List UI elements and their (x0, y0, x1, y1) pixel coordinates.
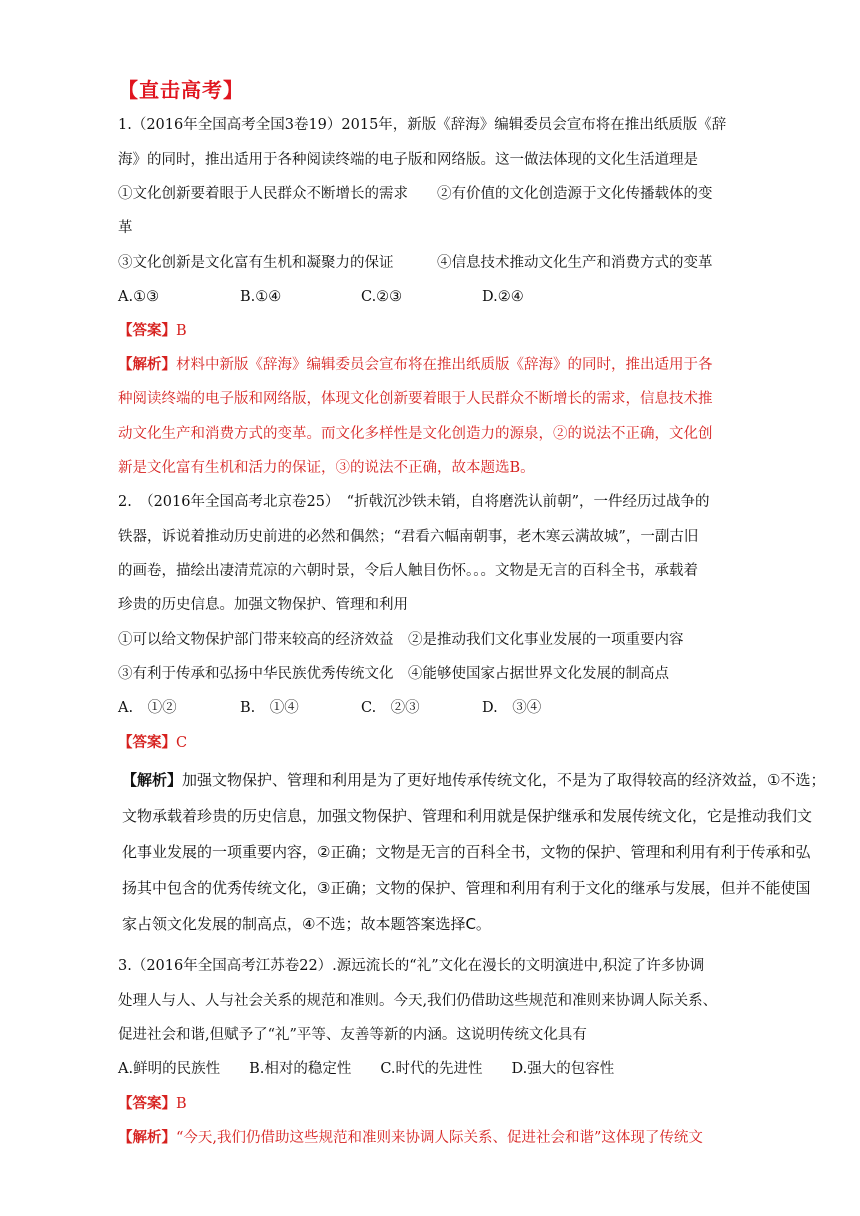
q2-option-c: C. ②③ (361, 700, 420, 716)
q2-analysis-line (122, 770, 825, 790)
q1-option-d: D.②④ (482, 289, 524, 305)
q2-option-a: A. ①② (118, 700, 177, 716)
q2-stem-line: 珍贵的历史信息。加强文物保护、管理和利用 (118, 597, 408, 613)
q2-answer (118, 733, 187, 753)
q2-analysis-line: 家占领文化发展的制高点，④不选；故本题答案选择C。 (122, 915, 491, 933)
q1-option-c: C.②③ (361, 289, 403, 305)
q1-stem-line: 1.（2016年全国高考全国3卷19）2015年，新版《辞海》编辑委员会宣布将在推出纸质版《辞 (118, 117, 727, 133)
analysis-text: “今天,我们仍借助这些规范和准则来协调人际关系、促进社会和谐”这体现了传统文 (176, 1130, 703, 1146)
q1-analysis-line: 新是文化富有生机和活力的保证，③的说法不正确，故本题选B。 (118, 460, 535, 476)
q1-option-b: B.①④ (240, 289, 282, 305)
q1-analysis-line (118, 355, 713, 375)
answer-tag: 【答案】 (118, 322, 176, 339)
q2-choice-line: ③有利于传承和弘扬中华民族优秀传统文化 ④能够使国家占据世界文化发展的制高点 (118, 666, 669, 682)
answer-value: C (176, 735, 188, 751)
analysis-tag: 【解析】 (118, 356, 176, 373)
q1-option-a: A.①③ (118, 289, 160, 305)
q3-stem-line: 促进社会和谐,但赋予了“礼”平等、友善等新的内涵。这说明传统文化具有 (118, 1027, 587, 1043)
q2-choice-line: ①可以给文物保护部门带来较高的经济效益 ②是推动我们文化事业发展的一项重要内容 (118, 632, 684, 648)
q2-stem-line: 的画卷，描绘出凄清荒凉的六朝时景，令后人触目伤怀。。。文物是无言的百科全书，承载着 (118, 563, 698, 579)
q2-option-b: B. ①④ (240, 700, 299, 716)
analysis-tag: 【解析】 (118, 1129, 176, 1146)
q1-analysis-line: 种阅读终端的电子版和网络版，体现文化创新要着眼于人民群众不断增长的需求，信息技术推 (118, 391, 713, 407)
q1-analysis-line: 动文化生产和消费方式的变革。而文化多样性是文化创造力的源泉，②的说法不正确，文化创 (118, 426, 713, 442)
q2-analysis-line: 化事业发展的一项重要内容，②正确；文物是无言的百科全书，文物的保护、管理和利用有利于传承和弘 (122, 843, 811, 861)
analysis-tag: 【解析】 (122, 771, 183, 789)
q1-stem-line: 海》的同时，推出适用于各种阅读终端的电子版和网络版。这一做法体现的文化生活道理是 (118, 152, 698, 168)
answer-value: B (176, 323, 187, 339)
q1-choice-line: ①文化创新要着眼于人民群众不断增长的需求 ②有价值的文化创造源于文化传播载体的变 (118, 186, 713, 202)
answer-tag: 【答案】 (118, 1095, 176, 1112)
q3-analysis-line (118, 1128, 703, 1148)
q2-analysis-line: 扬其中包含的优秀传统文化，③正确；文物的保护、管理和利用有利于文化的继承与发展，但并不能使国 (122, 879, 811, 897)
q3-answer (118, 1094, 187, 1114)
answer-tag: 【答案】 (118, 734, 176, 751)
q2-option-d: D. ③④ (482, 700, 542, 716)
section-heading: 【直击高考】 (118, 78, 244, 102)
q3-options-line: A.鲜明的民族性 B.相对的稳定性 C.时代的先进性 D.强大的包容性 (118, 1061, 615, 1077)
q2-stem-line: 2. （2016年全国高考北京卷25） “折戟沉沙铁未销，自将磨洗认前朝”，一件经历过战争的 (118, 494, 710, 510)
analysis-text: 加强文物保护、管理和利用是为了更好地传承传统文化，不是为了取得较高的经济效益，①不选； (182, 771, 826, 789)
q1-choice-line: ③文化创新是文化富有生机和凝聚力的保证 ④信息技术推动文化生产和消费方式的变革 (118, 255, 713, 271)
answer-value: B (176, 1096, 187, 1112)
q3-stem-line: 处理人与人、人与社会关系的规范和准则。今天,我们仍借助这些规范和准则来协调人际关系、 (118, 993, 718, 1009)
q3-stem-line: 3.（2016年全国高考江苏卷22）.源远流长的“礼”文化在漫长的文明演进中,积淀了许多协调 (118, 958, 705, 974)
analysis-text: 材料中新版《辞海》编辑委员会宣布将在推出纸质版《辞海》的同时，推出适用于各 (176, 357, 713, 373)
q1-answer (118, 321, 187, 341)
q2-analysis-line: 文物承载着珍贵的历史信息，加强文物保护、管理和利用就是保护继承和发展传统文化，它是推动我们文 (122, 807, 813, 825)
q1-choice-line: 革 (118, 220, 133, 236)
q2-stem-line: 铁器，诉说着推动历史前进的必然和偶然；“君看六幅南朝事，老木寒云满故城”，一副古旧 (118, 529, 699, 545)
